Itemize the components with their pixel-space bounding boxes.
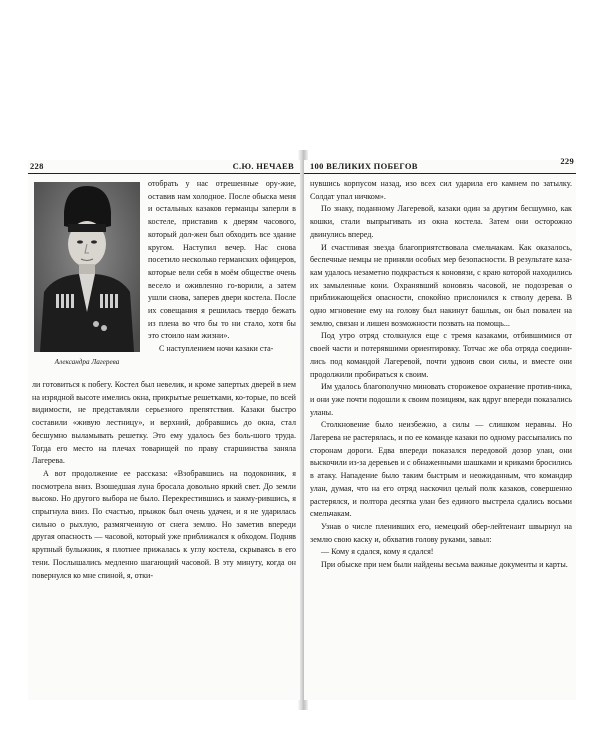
left-page bbox=[28, 160, 300, 700]
paragraph: Им удалось благополучно миновать сторожевое охранение против-ника, и они уже почти подошли к своим позициям, как вдруг впереди показались уланы. bbox=[310, 382, 572, 417]
paragraph: А вот продолжение ее рассказа: «Взобравшись на подоконник, я посмотрела вниз. Взошедшая луна бросала довольно яркий свет. До земли высоко. Но другого выбора не было. Перекрестившись и зажму-рившись, я спрыгнула вниз. По счастью, прыжок был очень удачен, и я не ударилась сильно о рыхлую, размягченную от снега землю. Но заметив впереди другая опасность — часовой, который уже приближался к обходом. Подняв крупный булыжник, я плотнее прижалась к углу костела, скрываясь в его тени. Послышались медленно шагающий часовой. В эту минуту, когда он повернулся ко мне спиной, я, отки- bbox=[32, 468, 296, 580]
left-running-head: С.Ю. НЕЧАЕВ bbox=[232, 161, 294, 171]
photo-caption: Александра Лагерева bbox=[54, 358, 120, 366]
paragraph: нувшись корпусом назад, изо всех сил ударила его камнем по затылку. Солдат упал ничком». bbox=[310, 179, 572, 201]
right-page-number: 229 bbox=[560, 156, 574, 166]
left-full-column bbox=[32, 379, 296, 582]
portrait-figure bbox=[34, 182, 140, 366]
paragraph: ли готовиться к побегу. Костел был невелик, и кроме запертых дверей в нем на изрядной высоте имелись окна, прикрытые решетками, ко-торые, по всей видимости, не представляли серьезного препятствия. Казаки быстро составили «живую лестницу», и верхний, добравшись до окна, стал бесшумно выламывать решетку. Это ему удалось без боль-шого труда. Тогда его место на плечах товарищей по праву старшинства заняла Лагерева. bbox=[32, 380, 296, 466]
paragraph: отобрать у нас отрешенные ору-жие, оставив нам холодное. После обыска меня и остальных казаков германцы заперли в костеле, приставив к дверям часового, который дол-жен был обходить все здание кругом. Наступил вечер. Нас снова посетило несколько германских офицеров, которые вели себя в моём обществе очень весело и оживленно го-ворили, а затем ушли снова, заперев двери костела. После их совещания я решилась твердо бежать из плена во что бы то ни стало, хотя бы это стоило нам жизни». bbox=[148, 179, 296, 341]
right-running-head: 100 ВЕЛИКИХ ПОБЕГОВ bbox=[310, 161, 418, 171]
portrait-illustration bbox=[34, 182, 140, 352]
right-text-column bbox=[310, 178, 572, 572]
paragraph: — Кому я сдался, кому я сдался! bbox=[321, 547, 434, 557]
paragraph: По знаку, поданному Лагеревой, казаки один за другим бесшумно, как кошки, стали выпрыгивать из окна костела. Затем они осторожно двинулись вперед. bbox=[310, 204, 572, 239]
portrait-photo bbox=[34, 182, 140, 352]
left-beside-column bbox=[148, 178, 296, 356]
right-page bbox=[304, 156, 576, 700]
paragraph: Столкновение было неизбежно, а силы — слишком неравны. Но Лагерева не растерялась, и по ее команде казаки по одному рассыпались по сторонам дороги. Едва впереди показался передовой дозор улан, они выскочили из-за деревьев и с обнаженными шашками и криками бросились в атаку. Нападение было таким быстрым и неожиданным, что командир улан, думая, что на его отряд наскочил целый полк казаков, совершенно растерялся, и полтора десятка улан без единого выстрела сдались восьми смельчакам. bbox=[310, 420, 572, 519]
paragraph: При обыске при нем были найдены весьма важные документы и карты. bbox=[321, 560, 568, 570]
paragraph: И счастливая звезда благоприятствовала смельчакам. Как оказалось, беспечные немцы не приняли особых мер безопасности. В результате каза-кам удалось незаметно подкрасться к коновязи, с краю которой находились их замыленные кони. Охранявший коновязь часовой, не подозревая о приближающейся опасности, спокойно прислонился к стволу дерева. В одно мгновение ему на голову был накинут башлык, он был повален на землю, связан и лишен возможности позвать на помощь... bbox=[310, 242, 572, 328]
paragraph: С наступлением ночи казаки ста- bbox=[159, 344, 274, 354]
right-page-header bbox=[304, 156, 576, 174]
left-page-header bbox=[28, 160, 300, 174]
left-page-number: 228 bbox=[30, 161, 44, 171]
paragraph: Под утро отряд столкнулся еще с тремя казаками, отбившимися от своей части и потерявшими ориентировку. Тотчас же оба отряда соедини-лись под командой Лагеревой, почти удвоив свои силы, и вместе они продолжили пробираться к своим. bbox=[310, 331, 572, 379]
paragraph: Узнав о числе пленивших его, немецкий обер-лейтенант швырнул на землю свою каску и, обхватив голову руками, завыл: bbox=[310, 521, 572, 544]
